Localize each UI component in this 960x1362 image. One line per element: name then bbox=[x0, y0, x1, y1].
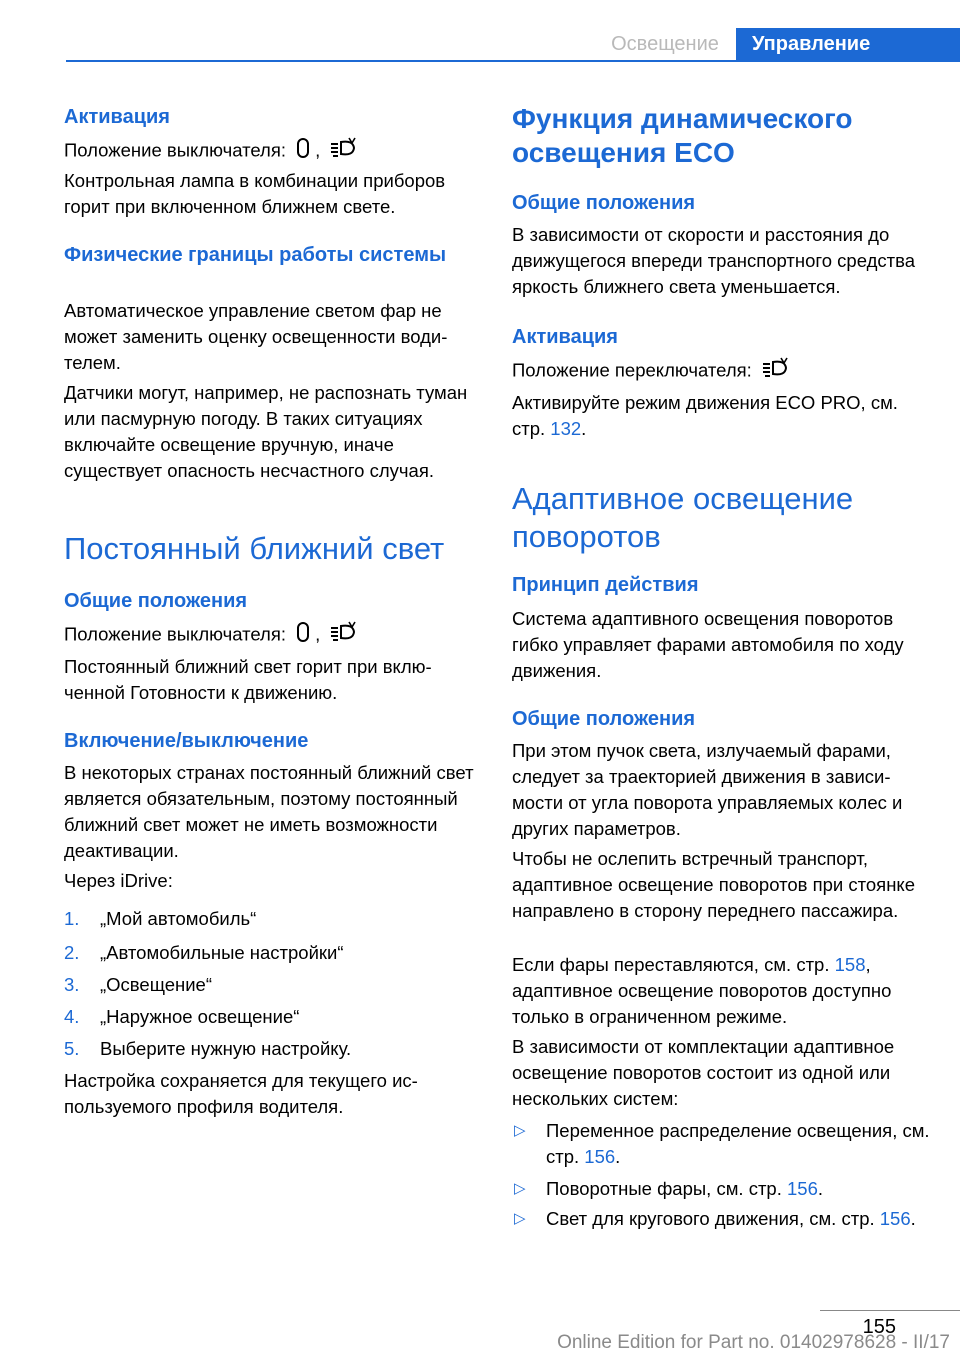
general-heading: Общие положения bbox=[64, 590, 248, 612]
bullet-arrow-icon: ▷ bbox=[514, 1210, 526, 1227]
daylight-heading: Постоянный ближний свет bbox=[64, 531, 445, 566]
edition-watermark: Online Edition for Part no. 01402978628 - II/17 bbox=[557, 1332, 950, 1353]
auto-headlight-icon bbox=[761, 356, 791, 387]
eco-activate-label: Активируйте режим движения ECO PRO, см. стр. bbox=[512, 392, 898, 439]
adaptive-heading: Адаптивное освещение поворотов bbox=[512, 481, 854, 554]
activation-text: Контрольная лампа в комбинации приборов горит при включенном ближнем свете. bbox=[64, 170, 446, 217]
bullet-arrow-icon: ▷ bbox=[514, 1180, 526, 1197]
switch-label: Положение выключателя: bbox=[64, 623, 287, 645]
list-text: „Освещение“ bbox=[100, 974, 213, 995]
eco-activate-text: Активируйте режим движения ECO PRO, см. стр. 132. bbox=[512, 392, 898, 439]
page-link[interactable]: 132 bbox=[550, 418, 582, 439]
list-number: 4. bbox=[64, 1006, 80, 1027]
eco-activation-heading: Активация bbox=[512, 326, 618, 348]
switch-label: Положение выключателя: bbox=[64, 139, 287, 161]
auto-headlight-icon bbox=[329, 620, 359, 651]
adaptive-paragraph-1: При этом пучок света, излучаемый фарами, следует за траекторией движения в зависимости от угла поворота управляемых колес и других параметров. bbox=[512, 740, 903, 839]
list-text: Выберите нужную настройку. bbox=[100, 1038, 352, 1059]
eco-general-text: В зависимости от скорости и расстояния до движущегося впереди транспортного средства яркость ближнего света уменьшается. bbox=[512, 224, 916, 297]
eco-switch-line bbox=[512, 356, 932, 387]
auto-headlight-icon bbox=[329, 136, 359, 167]
limits-paragraph-2: Датчики могут, например, не распознать туман или пасмурную погоду. В таких ситуациях включайте освещение вручную, иначе существует опасность несчастного случая. bbox=[64, 382, 468, 481]
activation-switch-line: Положение выключателя: , bbox=[64, 136, 478, 167]
list-text: „Мой автомобиль“ bbox=[100, 908, 257, 929]
adaptive-p3-start: Если фары переставляются, см. стр. bbox=[512, 954, 830, 975]
adaptive-p3-end: адаптивное освещение поворотов доступно только в ограниченном режиме. bbox=[512, 980, 892, 1027]
adaptive-general-heading: Общие положения bbox=[512, 708, 696, 730]
principle-text: Система адаптивного освещения поворотов гибко управляет фарами автомобиля по ходу движения. bbox=[512, 608, 904, 681]
onoff-heading: Включение/выключение bbox=[64, 730, 309, 752]
list-text: „Наружное освещение“ bbox=[100, 1006, 300, 1027]
footer-divider bbox=[820, 1310, 960, 1311]
list-number: 1. bbox=[64, 908, 80, 929]
page-link[interactable]: 156 bbox=[584, 1146, 616, 1167]
adaptive-paragraph-2: Чтобы не ослепить встречный транспорт, адаптивное освещение поворотов при стоянке направлено в сторону переднего пассажира. bbox=[512, 848, 916, 921]
page-link[interactable]: 156 bbox=[787, 1178, 818, 1199]
list-number: 3. bbox=[64, 974, 80, 995]
switch-off-icon bbox=[295, 137, 311, 166]
page-number: 155 bbox=[862, 1316, 896, 1338]
activation-heading: Активация bbox=[64, 106, 170, 128]
saved-text: Настройка сохраняется для текущего используемого профиля водителя. bbox=[64, 1070, 418, 1117]
general-text: Постоянный ближний свет горит при включенной Готовности к движению. bbox=[64, 656, 432, 703]
switch-off-icon bbox=[295, 621, 311, 650]
header-divider bbox=[66, 60, 960, 62]
adaptive-paragraph-3: Если фары переставляются, см. стр. 158, адаптивное освещение поворотов доступно только в ограниченном режиме. bbox=[512, 954, 892, 1027]
general-switch-line: Положение выключателя: , bbox=[64, 620, 478, 651]
principle-heading: Принцип действия bbox=[512, 574, 699, 596]
tab-lighting[interactable]: Освещение bbox=[611, 33, 719, 55]
bullet-label: Поворотные фары, см. стр. bbox=[546, 1178, 782, 1199]
switch-label: Положение переключателя: bbox=[512, 359, 752, 381]
eco-heading: Функция динамического освещения ECO bbox=[512, 103, 853, 168]
bullet-label: Свет для кругового движения, см. стр. bbox=[546, 1208, 875, 1229]
onoff-text: В некоторых странах постоянный ближний свет является обязательным, поэтому постоянный ближний свет может не иметь возможности деактивации. bbox=[64, 762, 474, 861]
tab-controls[interactable]: Управление bbox=[736, 28, 960, 60]
list-number: 2. bbox=[64, 942, 80, 963]
bullet-text: Свет для кругового движения, см. стр. 156. bbox=[546, 1208, 916, 1229]
bullet-label: Переменное распределение освещения, см. стр. bbox=[546, 1120, 930, 1167]
bullet-text: Поворотные фары, см. стр. 156. bbox=[546, 1178, 824, 1199]
page-link[interactable]: 158 bbox=[834, 954, 866, 975]
bullet-text: Переменное распределение освещения, см. стр. 156. bbox=[546, 1120, 930, 1167]
list-number: 5. bbox=[64, 1038, 80, 1059]
bullet-arrow-icon: ▷ bbox=[514, 1122, 526, 1139]
limits-paragraph-1: Автоматическое управление светом фар не может заменить оценку освещенности водителем. bbox=[64, 300, 448, 373]
page-link[interactable]: 156 bbox=[879, 1208, 911, 1229]
via-idrive: Через iDrive: bbox=[64, 870, 173, 891]
eco-general-heading: Общие положения bbox=[512, 192, 696, 214]
list-text: „Автомобильные настройки“ bbox=[100, 942, 344, 963]
adaptive-paragraph-4: В зависимости от комплектации адаптивное освещение поворотов состоит из одной или нескольких систем: bbox=[512, 1036, 895, 1109]
limits-heading: Физические границы работы системы bbox=[64, 244, 447, 266]
